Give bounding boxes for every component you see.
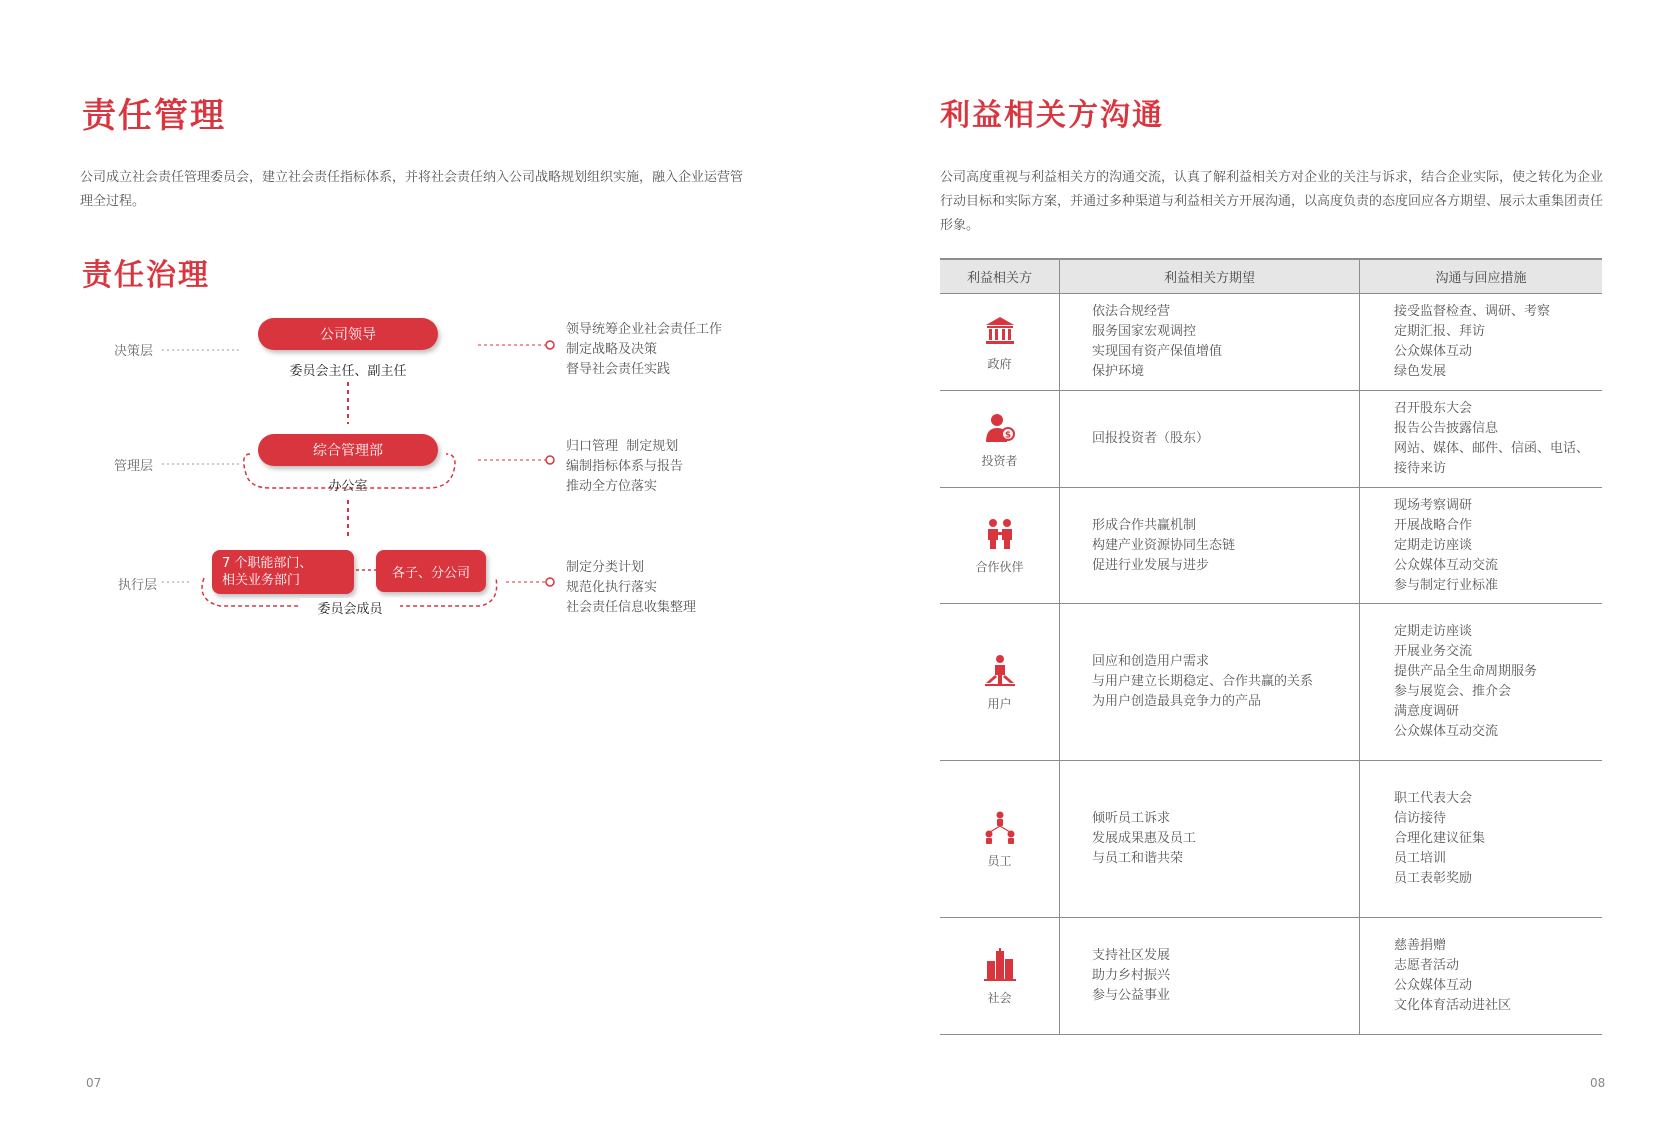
depts-line: 相关业务部门 bbox=[222, 573, 301, 588]
desc-line: 规范化执行落实 bbox=[566, 580, 658, 595]
sub-committee-members: 委员会成员 bbox=[300, 598, 400, 617]
list-item: 信访接待 bbox=[1394, 811, 1447, 826]
stakeholder-cell bbox=[940, 488, 1060, 603]
stakeholder-name: 社会 bbox=[987, 990, 1012, 1005]
desc-line: 归口管理 制定规划 bbox=[566, 439, 679, 454]
management-desc-dot bbox=[546, 456, 554, 464]
list-item: 志愿者活动 bbox=[1394, 958, 1460, 973]
stakeholder-cell bbox=[940, 761, 1060, 917]
node-subsidiaries: 各子、分公司 bbox=[376, 550, 486, 592]
level-execution: 执行层 bbox=[118, 578, 158, 593]
list-item: 报告公告披露信息 bbox=[1394, 421, 1499, 436]
decision-desc-dot bbox=[546, 341, 554, 349]
stakeholder-name: 员工 bbox=[987, 853, 1012, 868]
stakeholder-name: 政府 bbox=[987, 356, 1012, 371]
list-item: 接待来访 bbox=[1394, 461, 1447, 476]
desc-line: 编制指标体系与报告 bbox=[566, 459, 684, 474]
table-row bbox=[940, 488, 1602, 604]
list-item: 形成合作共赢机制 bbox=[1092, 517, 1197, 533]
list-item: 保护环境 bbox=[1092, 364, 1145, 379]
partners-icon bbox=[982, 516, 1018, 552]
depts-line: 7 个职能部门、 bbox=[222, 556, 313, 571]
expectations-cell bbox=[1060, 488, 1360, 603]
header-stakeholder: 利益相关方 bbox=[940, 260, 1060, 293]
expectations-cell bbox=[1060, 918, 1360, 1034]
level-management: 管理层 bbox=[114, 459, 154, 474]
list-item: 公众媒体互动 bbox=[1394, 344, 1473, 359]
intro-line: 行动目标和实际方案，并通过多种渠道与利益相关方开展沟通，以高度负责的态度回应各方期望、展示太重集团责任 bbox=[940, 194, 1604, 209]
intro-line: 公司成立社会责任管理委员会，建立社会责任指标体系，并将社会责任纳入公司战略规划组织实施，融入企业运营管 bbox=[80, 170, 744, 185]
header-measures: 沟通与回应措施 bbox=[1435, 271, 1527, 286]
community-icon bbox=[982, 947, 1018, 983]
stakeholder-cell bbox=[940, 604, 1060, 760]
desc-line: 推动全方位落实 bbox=[566, 479, 658, 494]
list-item: 发展成果惠及员工 bbox=[1092, 831, 1197, 846]
list-item: 接受监督检查、调研、考察 bbox=[1394, 304, 1551, 319]
measures-cell bbox=[1360, 918, 1602, 1034]
list-item: 员工表彰奖励 bbox=[1394, 871, 1473, 886]
list-item: 服务国家宏观调控 bbox=[1092, 324, 1197, 339]
table-row bbox=[940, 294, 1602, 391]
table-row bbox=[940, 761, 1602, 918]
section-title-governance: 责任治理 bbox=[82, 258, 210, 293]
desc-execution bbox=[566, 558, 696, 618]
stakeholder-table bbox=[940, 258, 1602, 1035]
list-item: 绿色发展 bbox=[1394, 364, 1447, 379]
page-number-right: 08 bbox=[1590, 1076, 1606, 1090]
list-item: 参与公益事业 bbox=[1092, 988, 1171, 1003]
list-item: 定期汇报、拜访 bbox=[1394, 324, 1486, 339]
list-item: 满意度调研 bbox=[1394, 704, 1460, 719]
user-icon bbox=[982, 653, 1018, 689]
list-item: 参与制定行业标准 bbox=[1394, 577, 1499, 593]
list-item: 召开股东大会 bbox=[1394, 401, 1473, 416]
list-item: 倾听员工诉求 bbox=[1092, 811, 1171, 826]
list-item: 回报投资者（股东） bbox=[1092, 431, 1210, 446]
list-item: 慈善捐赠 bbox=[1394, 938, 1447, 953]
list-item: 提供产品全生命周期服务 bbox=[1394, 664, 1538, 679]
desc-line: 社会责任信息收集整理 bbox=[566, 600, 697, 615]
list-item: 构建产业资源协同生态链 bbox=[1092, 537, 1236, 553]
stakeholder-name: 投资者 bbox=[981, 453, 1018, 468]
list-item: 公众媒体互动 bbox=[1394, 978, 1473, 993]
desc-line: 领导统筹企业社会责任工作 bbox=[566, 322, 723, 337]
list-item: 促进行业发展与进步 bbox=[1092, 557, 1210, 573]
list-item: 回应和创造用户需求 bbox=[1092, 654, 1210, 669]
list-item: 现场考察调研 bbox=[1394, 497, 1473, 513]
list-item: 与员工和谐共荣 bbox=[1092, 851, 1184, 866]
list-item: 实现国有资产保值增值 bbox=[1092, 344, 1223, 359]
header-expectations: 利益相关方期望 bbox=[1060, 260, 1360, 293]
desc-line: 制定分类计划 bbox=[566, 560, 645, 575]
list-item: 开展战略合作 bbox=[1394, 517, 1473, 533]
intro-line: 形象。 bbox=[940, 218, 980, 233]
government-building-icon bbox=[982, 313, 1018, 349]
employees-icon bbox=[982, 810, 1018, 846]
list-item: 参与展览会、推介会 bbox=[1394, 684, 1512, 699]
sub-office: 办公室 bbox=[328, 479, 368, 494]
page-title-responsibility-management: 责任管理 bbox=[82, 96, 226, 136]
list-item: 公众媒体互动交流 bbox=[1394, 724, 1499, 739]
desc-line: 督导社会责任实践 bbox=[566, 362, 671, 377]
list-item: 定期走访座谈 bbox=[1394, 537, 1473, 553]
stakeholder-name: 用户 bbox=[987, 696, 1012, 711]
expectations-cell bbox=[1060, 761, 1360, 917]
measures-cell bbox=[1360, 294, 1602, 390]
execution-desc-dot bbox=[546, 578, 554, 586]
list-item: 依法合规经营 bbox=[1092, 304, 1171, 319]
list-item: 网站、媒体、邮件、信函、电话、 bbox=[1394, 441, 1590, 456]
table-row bbox=[940, 918, 1602, 1035]
desc-line: 制定战略及决策 bbox=[566, 342, 658, 357]
list-item: 开展业务交流 bbox=[1394, 644, 1473, 659]
node-general-management: 综合管理部 bbox=[258, 434, 438, 466]
stakeholder-name: 合作伙伴 bbox=[975, 560, 1024, 574]
measures-cell bbox=[1360, 488, 1602, 603]
stakeholder-intro bbox=[940, 166, 1620, 238]
list-item: 员工培训 bbox=[1394, 851, 1447, 866]
node-company-leadership: 公司领导 bbox=[258, 318, 438, 350]
list-item: 支持社区发展 bbox=[1092, 948, 1171, 963]
intro-line: 公司高度重视与利益相关方的沟通交流，认真了解利益相关方对企业的关注与诉求，结合企业实际，使之转化为企业 bbox=[940, 170, 1604, 185]
list-item: 合理化建议征集 bbox=[1394, 831, 1486, 846]
investor-icon bbox=[982, 410, 1018, 446]
expectations-cell bbox=[1060, 294, 1360, 390]
measures-cell bbox=[1360, 761, 1602, 917]
table-row bbox=[940, 604, 1602, 761]
stakeholder-cell bbox=[940, 294, 1060, 390]
list-item: 定期走访座谈 bbox=[1394, 624, 1473, 639]
node-functional-departments bbox=[212, 550, 354, 594]
expectations-cell bbox=[1060, 391, 1360, 487]
sub-committee-chair: 委员会主任、副主任 bbox=[289, 364, 407, 379]
intro-paragraph bbox=[80, 166, 760, 214]
governance-org-chart bbox=[100, 300, 740, 630]
expectations-cell bbox=[1060, 604, 1360, 760]
list-item: 职工代表大会 bbox=[1394, 791, 1473, 806]
svg-text:$: $ bbox=[1004, 430, 1011, 440]
level-decision: 决策层 bbox=[114, 344, 154, 359]
list-item: 公众媒体互动交流 bbox=[1394, 557, 1499, 573]
desc-decision bbox=[566, 320, 722, 380]
table-row bbox=[940, 391, 1602, 488]
list-item: 文化体育活动进社区 bbox=[1394, 998, 1512, 1013]
intro-line: 理全过程。 bbox=[80, 194, 146, 209]
table-header bbox=[940, 258, 1602, 294]
measures-cell bbox=[1360, 604, 1602, 760]
page-number-left: 07 bbox=[86, 1076, 102, 1090]
measures-cell bbox=[1360, 391, 1602, 487]
list-item: 助力乡村振兴 bbox=[1092, 968, 1171, 983]
stakeholder-cell bbox=[940, 918, 1060, 1034]
list-item: 为用户创造最具竞争力的产品 bbox=[1092, 694, 1262, 709]
page-title-stakeholder-communication: 利益相关方沟通 bbox=[940, 98, 1164, 133]
stakeholder-cell bbox=[940, 391, 1060, 487]
desc-management bbox=[566, 437, 683, 497]
list-item: 与用户建立长期稳定、合作共赢的关系 bbox=[1092, 674, 1314, 689]
